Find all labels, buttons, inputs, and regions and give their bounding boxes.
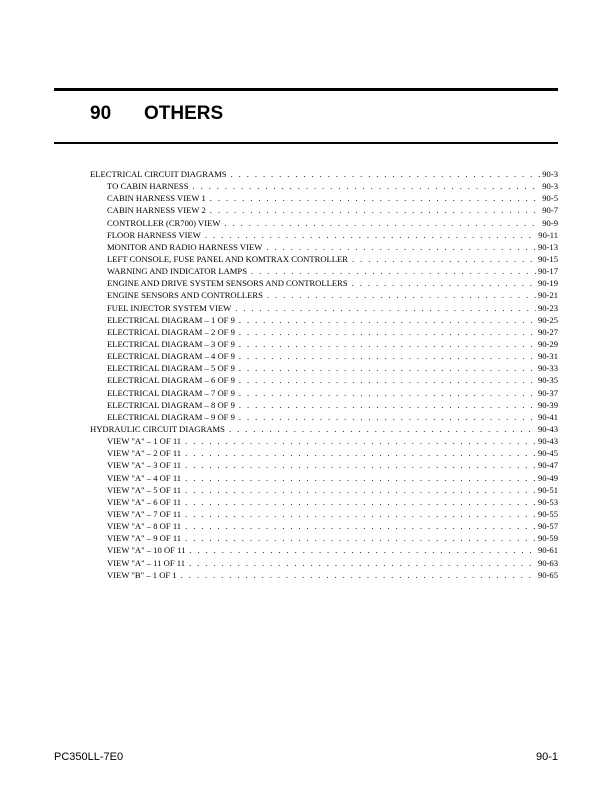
toc-entry-label: LEFT CONSOLE, FUSE PANEL AND KOMTRAX CONTROLLER bbox=[107, 253, 349, 264]
toc-entry-label: VIEW "A" – 11 OF 11 bbox=[107, 557, 186, 568]
toc-entry-page: 90-27 bbox=[537, 326, 558, 337]
toc-entry[interactable] bbox=[90, 569, 558, 581]
toc-entry-page: 90-61 bbox=[537, 545, 558, 556]
toc-entry-label: VIEW "B" – 1 OF 1 bbox=[107, 569, 177, 580]
toc-entry[interactable] bbox=[90, 277, 558, 289]
toc-entry-page: 90-53 bbox=[537, 496, 558, 507]
toc-entry[interactable] bbox=[90, 423, 558, 435]
toc-entry[interactable] bbox=[90, 338, 558, 350]
toc-entry-page: 90-59 bbox=[537, 533, 558, 544]
toc-entry-label: CABIN HARNESS VIEW 2 bbox=[107, 205, 206, 216]
toc-entry[interactable] bbox=[90, 435, 558, 447]
toc-entry[interactable] bbox=[90, 399, 558, 411]
toc-dot-leader bbox=[231, 168, 541, 180]
toc-entry[interactable] bbox=[90, 496, 558, 508]
toc-entry[interactable] bbox=[90, 168, 558, 180]
toc-entry[interactable] bbox=[90, 411, 558, 423]
toc-entry-page: 90-55 bbox=[537, 508, 558, 519]
toc-dot-leader bbox=[205, 229, 536, 241]
toc-entry[interactable] bbox=[90, 472, 558, 484]
toc-entry-label: FLOOR HARNESS VIEW bbox=[107, 229, 201, 240]
toc-dot-leader bbox=[185, 447, 536, 459]
toc-entry-page: 90-41 bbox=[537, 411, 558, 422]
toc-entry[interactable] bbox=[90, 459, 558, 471]
toc-entry[interactable] bbox=[90, 350, 558, 362]
toc-entry[interactable] bbox=[90, 265, 558, 277]
toc-entry-page: 90-47 bbox=[537, 460, 558, 471]
toc-dot-leader bbox=[239, 314, 536, 326]
toc-entry-label: VIEW "A" – 4 OF 11 bbox=[107, 472, 182, 483]
header-top-rule bbox=[54, 88, 558, 91]
toc-entry-page: 90-51 bbox=[537, 484, 558, 495]
toc-entry[interactable] bbox=[90, 192, 558, 204]
toc-entry-label: VIEW "A" – 2 OF 11 bbox=[107, 448, 182, 459]
toc-entry[interactable] bbox=[90, 229, 558, 241]
toc-entry-label: HYDRAULIC CIRCUIT DIAGRAMS bbox=[90, 423, 225, 434]
table-of-contents bbox=[90, 168, 558, 581]
toc-dot-leader bbox=[251, 265, 536, 277]
chapter-title: OTHERS bbox=[144, 103, 224, 124]
toc-entry-page: 90-9 bbox=[542, 217, 558, 228]
footer-page-number: 90-1 bbox=[535, 751, 558, 763]
toc-entry-page: 90-29 bbox=[537, 338, 558, 349]
toc-dot-leader bbox=[185, 532, 536, 544]
toc-entry-page: 90-49 bbox=[537, 472, 558, 483]
toc-dot-leader bbox=[224, 217, 540, 229]
toc-dot-leader bbox=[189, 544, 536, 556]
toc-entry-label: ELECTRICAL DIAGRAM – 9 OF 9 bbox=[107, 411, 235, 422]
toc-entry[interactable] bbox=[90, 362, 558, 374]
toc-entry-page: 90-5 bbox=[542, 193, 558, 204]
toc-entry-label: CONTROLLER (CR700) VIEW bbox=[107, 217, 221, 228]
toc-dot-leader bbox=[229, 423, 536, 435]
toc-entry-label: CABIN HARNESS VIEW 1 bbox=[107, 193, 206, 204]
toc-entry-label: VIEW "A" – 6 OF 11 bbox=[107, 496, 182, 507]
toc-entry[interactable] bbox=[90, 289, 558, 301]
toc-dot-leader bbox=[193, 180, 541, 192]
toc-entry-label: ELECTRICAL DIAGRAM – 2 OF 9 bbox=[107, 326, 235, 337]
toc-entry-label: ELECTRICAL DIAGRAM – 6 OF 9 bbox=[107, 375, 235, 386]
toc-entry-label: FUEL INJECTOR SYSTEM VIEW bbox=[107, 302, 232, 313]
toc-dot-leader bbox=[239, 326, 536, 338]
toc-dot-leader bbox=[185, 484, 536, 496]
toc-entry-label: VIEW "A" – 1 OF 11 bbox=[107, 436, 182, 447]
toc-entry[interactable] bbox=[90, 484, 558, 496]
toc-entry-label: ELECTRICAL DIAGRAM – 5 OF 9 bbox=[107, 363, 235, 374]
toc-dot-leader bbox=[239, 350, 536, 362]
toc-entry-page: 90-31 bbox=[537, 351, 558, 362]
toc-entry-page: 90-11 bbox=[538, 229, 558, 240]
toc-entry[interactable] bbox=[90, 508, 558, 520]
toc-entry-label: ELECTRICAL CIRCUIT DIAGRAMS bbox=[90, 169, 227, 179]
header-bottom-rule bbox=[54, 142, 558, 144]
toc-dot-leader bbox=[181, 569, 536, 581]
footer-model: PC350LL-7E0 bbox=[54, 751, 124, 763]
toc-entry[interactable] bbox=[90, 447, 558, 459]
toc-entry-label: VIEW "A" – 7 OF 11 bbox=[107, 508, 182, 519]
toc-entry-page: 90-19 bbox=[537, 278, 558, 289]
toc-entry-label: MONITOR AND RADIO HARNESS VIEW bbox=[107, 241, 263, 252]
toc-entry-label: ELECTRICAL DIAGRAM – 4 OF 9 bbox=[107, 351, 235, 362]
toc-dot-leader bbox=[352, 277, 536, 289]
toc-entry-label: VIEW "A" – 10 OF 11 bbox=[107, 545, 186, 556]
toc-dot-leader bbox=[210, 192, 540, 204]
toc-entry[interactable] bbox=[90, 387, 558, 399]
chapter-number: 90 bbox=[90, 103, 112, 124]
toc-entry-page: 90-23 bbox=[537, 302, 558, 313]
toc-entry-page: 90-43 bbox=[537, 423, 558, 434]
toc-entry-label: ELECTRICAL DIAGRAM – 3 OF 9 bbox=[107, 338, 235, 349]
toc-entry-page: 90-45 bbox=[537, 448, 558, 459]
toc-entry[interactable] bbox=[90, 204, 558, 216]
toc-entry-page: 90-13 bbox=[537, 241, 558, 252]
toc-dot-leader bbox=[239, 411, 536, 423]
toc-entry[interactable] bbox=[90, 241, 558, 253]
toc-entry-page: 90-21 bbox=[537, 290, 558, 301]
toc-entry[interactable] bbox=[90, 326, 558, 338]
toc-entry-label: ENGINE SENSORS AND CONTROLLERS bbox=[107, 290, 263, 301]
toc-dot-leader bbox=[239, 338, 536, 350]
toc-entry-page: 90-3 bbox=[542, 181, 558, 192]
toc-dot-leader bbox=[239, 374, 536, 386]
toc-entry-page: 90-65 bbox=[537, 569, 558, 580]
toc-entry-page: 90-15 bbox=[537, 253, 558, 264]
toc-entry[interactable] bbox=[90, 520, 558, 532]
toc-dot-leader bbox=[189, 557, 536, 569]
toc-entry-label: ELECTRICAL DIAGRAM – 8 OF 9 bbox=[107, 399, 235, 410]
toc-entry[interactable] bbox=[90, 314, 558, 326]
toc-dot-leader bbox=[352, 253, 536, 265]
toc-dot-leader bbox=[267, 289, 536, 301]
toc-dot-leader bbox=[185, 472, 536, 484]
toc-entry[interactable] bbox=[90, 544, 558, 556]
toc-entry[interactable] bbox=[90, 180, 558, 192]
toc-entry-page: 90-57 bbox=[537, 521, 558, 532]
toc-entry-page: 90-33 bbox=[537, 363, 558, 374]
toc-entry-label: VIEW "A" – 9 OF 11 bbox=[107, 533, 182, 544]
toc-entry[interactable] bbox=[90, 374, 558, 386]
toc-entry-page: 90-63 bbox=[537, 557, 558, 568]
toc-dot-leader bbox=[185, 520, 536, 532]
toc-entry-page: 90-39 bbox=[537, 399, 558, 410]
toc-dot-leader bbox=[239, 387, 536, 399]
toc-entry[interactable] bbox=[90, 302, 558, 314]
toc-dot-leader bbox=[210, 204, 540, 216]
toc-entry-page: 90-25 bbox=[537, 314, 558, 325]
toc-dot-leader bbox=[185, 435, 536, 447]
toc-entry-label: ELECTRICAL DIAGRAM – 1 OF 9 bbox=[107, 314, 235, 325]
toc-dot-leader bbox=[266, 241, 536, 253]
toc-dot-leader bbox=[185, 508, 536, 520]
toc-dot-leader bbox=[235, 302, 536, 314]
toc-entry-page: 90-3 bbox=[542, 169, 558, 179]
toc-entry[interactable] bbox=[90, 557, 558, 569]
toc-dot-leader bbox=[185, 496, 536, 508]
toc-entry-label: WARNING AND INDICATOR LAMPS bbox=[107, 266, 247, 277]
toc-dot-leader bbox=[239, 399, 536, 411]
toc-entry[interactable] bbox=[90, 217, 558, 229]
toc-entry-label: VIEW "A" – 5 OF 11 bbox=[107, 484, 182, 495]
toc-entry-label: VIEW "A" – 3 OF 11 bbox=[107, 460, 182, 471]
toc-entry[interactable] bbox=[90, 532, 558, 544]
toc-entry-page: 90-35 bbox=[537, 375, 558, 386]
toc-entry-page: 90-37 bbox=[537, 387, 558, 398]
toc-entry-label: TO CABIN HARNESS bbox=[107, 181, 189, 192]
toc-entry[interactable] bbox=[90, 253, 558, 265]
toc-dot-leader bbox=[239, 362, 536, 374]
toc-entry-page: 90-43 bbox=[537, 436, 558, 447]
toc-entry-label: ENGINE AND DRIVE SYSTEM SENSORS AND CONTROLLERS bbox=[107, 278, 348, 289]
toc-dot-leader bbox=[185, 459, 536, 471]
toc-entry-label: VIEW "A" – 8 OF 11 bbox=[107, 521, 182, 532]
toc-entry-page: 90-7 bbox=[542, 205, 558, 216]
toc-entry-page: 90-17 bbox=[537, 266, 558, 277]
toc-entry-label: ELECTRICAL DIAGRAM – 7 OF 9 bbox=[107, 387, 235, 398]
